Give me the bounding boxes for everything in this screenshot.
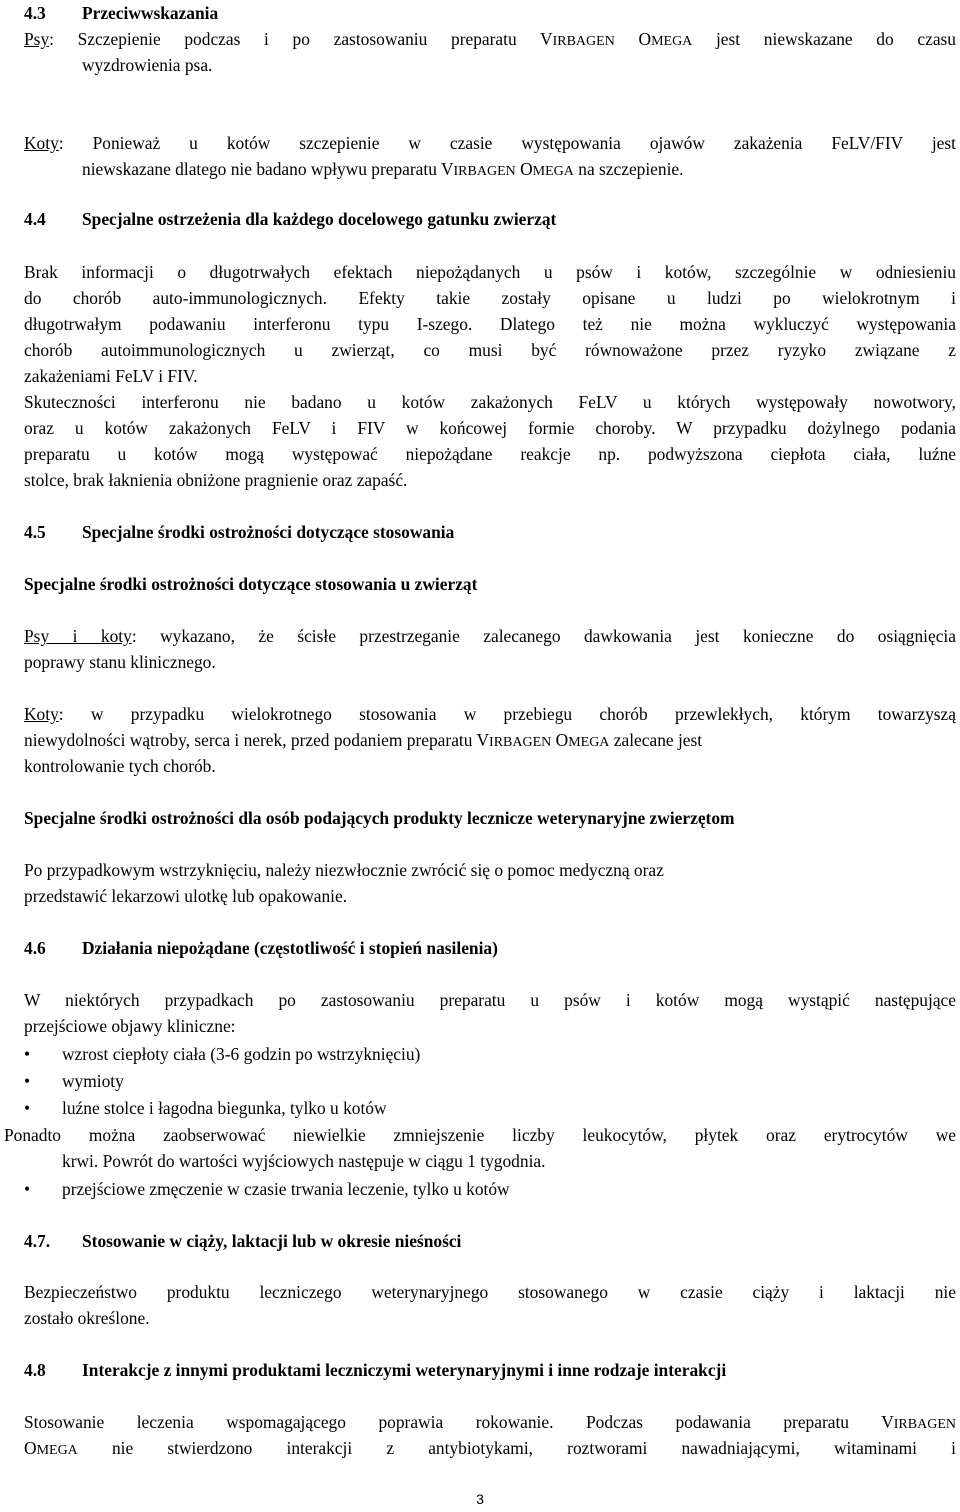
list-item-text: luźne stolce i łagodna biegunka, tylko u kotów bbox=[62, 1098, 387, 1118]
section-title: Przeciwwskazania bbox=[82, 3, 219, 23]
section-number: 4.8 bbox=[24, 1360, 46, 1380]
text: O bbox=[551, 730, 569, 750]
text: MEGA bbox=[36, 1443, 78, 1458]
koty-45-line2 bbox=[24, 727, 956, 756]
persons-line1: Po przypadkowym wstrzyknięciu, należy niezwłocznie zwrócić się o pomoc medyczną oraz bbox=[24, 860, 664, 880]
text: zalecane jest bbox=[609, 730, 703, 750]
psy-i-koty-label: Psy i koty bbox=[24, 626, 132, 646]
text: nie stwierdzono interakcji z antybiotykami, roztworami nawadniającymi, witaminami i bbox=[77, 1438, 956, 1458]
text: O bbox=[515, 159, 533, 179]
text: MEGA bbox=[532, 164, 574, 179]
section-4-6-heading bbox=[24, 935, 956, 961]
list-item bbox=[24, 1095, 956, 1121]
paragraph-line: zakażeniami FeLV i FIV. bbox=[24, 366, 198, 386]
list-item bbox=[24, 1068, 956, 1094]
section-number: 4.4 bbox=[24, 209, 46, 229]
text: MEGA bbox=[568, 735, 610, 750]
text: O bbox=[24, 1438, 37, 1458]
text: jest niewskazane do czasu bbox=[692, 29, 956, 49]
koty-paragraph-line1 bbox=[24, 130, 956, 156]
section-number: 4.3 bbox=[24, 3, 46, 23]
section-4-5-heading bbox=[24, 519, 956, 545]
list-item-text: wzrost ciepłoty ciała (3-6 godzin po wstrzyknięciu) bbox=[62, 1044, 421, 1064]
text: niewydolności wątroby, serca i nerek, przed podaniem preparatu V bbox=[24, 730, 490, 750]
text: niewskazane dlatego nie badano wpływu preparatu V bbox=[82, 159, 454, 179]
list-item-text: wymioty bbox=[62, 1071, 124, 1091]
koty-label: Koty bbox=[24, 704, 59, 724]
interactions-line2 bbox=[24, 1435, 956, 1464]
text: IRBAGEN bbox=[489, 735, 552, 750]
paragraph-line: oraz u kotów zakażonych FeLV i FIV w końcowej formie choroby. W przypadku dożylnego podania bbox=[24, 418, 956, 438]
section-number: 4.7. bbox=[24, 1231, 51, 1251]
section-4-7-heading bbox=[24, 1228, 956, 1254]
koty-paragraph-line2 bbox=[24, 156, 956, 185]
text: : Ponieważ u kotów szczepienie w czasie występowania ojawów zakażenia FeLV/FIV jest bbox=[58, 133, 956, 153]
koty-label: Koty bbox=[24, 133, 59, 153]
persons-line2: przedstawić lekarzowi ulotkę lub opakowanie. bbox=[24, 886, 348, 906]
extra-line1: Ponadto można zaobserwować niewielkie zmniejszenie liczby leukocytów, płytek oraz erytrocytów we bbox=[4, 1125, 956, 1145]
paragraph-line: chorób autoimmunologicznych u zwierząt, co musi być równoważone przez ryzyko związane z bbox=[24, 340, 956, 360]
section-title: Specjalne ostrzeżenia dla każdego docelowego gatunku zwierząt bbox=[82, 209, 557, 229]
list-item bbox=[24, 1041, 956, 1067]
section-4-4-heading bbox=[24, 206, 956, 232]
paragraph-line: do chorób auto-immunologicznych. Efekty takie zostały opisane u ludzi po wielokrotnym i bbox=[24, 288, 956, 308]
bullet-dot-icon: • bbox=[24, 1179, 31, 1199]
bullet-dot-icon: • bbox=[24, 1071, 31, 1091]
subsection-heading-persons: Specjalne środki ostrożności dla osób podających produkty lecznicze weterynaryjne zwierzętom bbox=[24, 808, 735, 828]
paragraph-line: preparatu u kotów mogą występować niepożądane reakcje np. podwyższona ciepłota ciała, luźne bbox=[24, 444, 956, 464]
text: IRBAGEN bbox=[893, 1417, 956, 1432]
section-4-3-heading bbox=[24, 0, 956, 26]
text: MEGA bbox=[651, 34, 693, 49]
section-title: Działania niepożądane (częstotliwość i stopień nasilenia) bbox=[82, 938, 498, 958]
paragraph-line: długotrwałym podawaniu interferonu typu I-szego. Dlatego też nie można wykluczyć występowania bbox=[24, 314, 956, 334]
koty-45-line3: kontrolowanie tych chorób. bbox=[24, 756, 216, 776]
list-item bbox=[24, 1176, 956, 1202]
psy-label: Psy bbox=[24, 29, 50, 49]
extra-line2: krwi. Powrót do wartości wyjściowych następuje w ciągu 1 tygodnia. bbox=[62, 1151, 546, 1171]
bullet-dot-icon: • bbox=[24, 1098, 31, 1118]
psy-i-koty-line1 bbox=[24, 623, 956, 649]
text: : wykazano, że ścisłe przestrzeganie zalecanego dawkowania jest konieczne do osiągnięcia bbox=[131, 626, 956, 646]
section-title: Interakcje z innymi produktami leczniczymi weterynaryjnymi i inne rodzaje interakcji bbox=[82, 1360, 727, 1380]
text: : Szczepienie podczas i po zastosowaniu preparatu V bbox=[49, 29, 553, 49]
koty-45-line1 bbox=[24, 701, 956, 727]
psy-paragraph-line2: wyzdrowienia psa. bbox=[82, 55, 213, 75]
subsection-heading-animals: Specjalne środki ostrożności dotyczące stosowania u zwierząt bbox=[24, 574, 478, 594]
interactions-line1 bbox=[24, 1409, 956, 1438]
section-number: 4.5 bbox=[24, 522, 46, 542]
intro-line1: W niektórych przypadkach po zastosowaniu preparatu u psów i kotów mogą wystąpić następujące bbox=[24, 990, 956, 1010]
pregnancy-line2: zostało określone. bbox=[24, 1308, 150, 1328]
text: na szczepienie. bbox=[573, 159, 684, 179]
section-title: Specjalne środki ostrożności dotyczące stosowania bbox=[82, 522, 455, 542]
section-4-8-heading bbox=[24, 1357, 956, 1383]
psy-paragraph-line1 bbox=[24, 26, 956, 55]
pregnancy-line1: Bezpieczeństwo produktu leczniczego weterynaryjnego stosowanego w czasie ciąży i laktacji nie bbox=[24, 1282, 956, 1302]
text: : w przypadku wielokrotnego stosowania w przebiegu chorób przewlekłych, którym towarzyszą bbox=[58, 704, 956, 724]
page-number: 3 bbox=[476, 1491, 484, 1507]
text: IRBAGEN bbox=[453, 164, 516, 179]
paragraph-line: stolce, brak łaknienia obniżone pragnienie oraz zapaść. bbox=[24, 470, 408, 490]
text: IRBAGEN bbox=[552, 34, 615, 49]
psy-i-koty-line2: poprawy stanu klinicznego. bbox=[24, 652, 216, 672]
section-title: Stosowanie w ciąży, laktacji lub w okresie nieśności bbox=[82, 1231, 462, 1251]
intro-line2: przejściowe objawy kliniczne: bbox=[24, 1016, 236, 1036]
text: Stosowanie leczenia wspomagającego poprawia rokowanie. Podczas podawania preparatu V bbox=[24, 1412, 894, 1432]
bullet-dot-icon: • bbox=[24, 1044, 31, 1064]
section-number: 4.6 bbox=[24, 938, 46, 958]
paragraph-line: Brak informacji o długotrwałych efektach niepożądanych u psów i kotów, szczególnie w odniesieniu bbox=[24, 262, 956, 282]
list-item-text: przejściowe zmęczenie w czasie trwania leczenie, tylko u kotów bbox=[62, 1179, 510, 1199]
paragraph-line: Skuteczności interferonu nie badano u kotów zakażonych FeLV u których występowały nowotwory, bbox=[24, 392, 956, 412]
text: O bbox=[614, 29, 652, 49]
